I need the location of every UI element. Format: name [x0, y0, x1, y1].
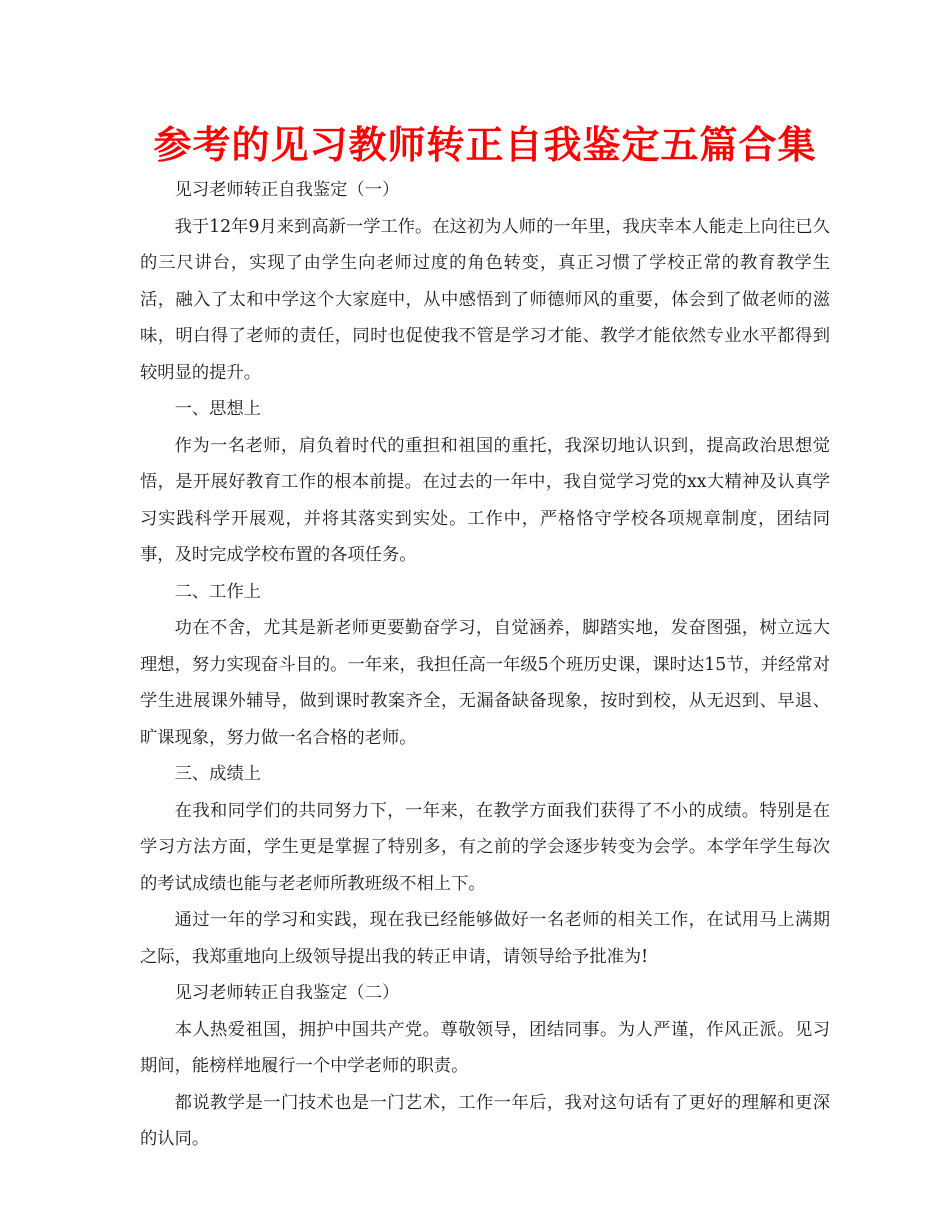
subsection-heading: 二、工作上: [174, 581, 262, 602]
body-paragraph: 作为一名老师，肩负着时代的重担和祖国的重托，我深切地认识到，提高政治思想觉悟，是开展好教育工作的根本前提。在过去的一年中，我自觉学习党的xx大精神及认真学习实践科学开展观，并将其落实到实处。工作中，严格恪守学校各项规章制度，团结同事，及时完成学校布置的各项任务。: [140, 435, 830, 565]
body-paragraph: 在我和同学们的共同努力下，一年来，在教学方面我们获得了不小的成绩。特别是在学习方法方面，学生更是掌握了特别多，有之前的学会逐步转变为会学。本学年学生每次的考试成绩也能与老老师所教班级不相上下。: [140, 800, 830, 894]
subsection-heading: 一、思想上: [174, 399, 262, 419]
body-paragraph: 我于12年9月来到高新一学工作。在这初为人师的一年里，我庆幸本人能走上向往已久的三尺讲台，实现了由学生向老师过度的角色转变，真正习惯了学校正常的教育教学生活，融入了太和中学这个大家庭中，从中感悟到了师德师风的重要，体会到了做老师的滋味，明白得了老师的责任，同时也促使我不管是学习才能、教学才能依然专业水平都得到较明显的提升。: [140, 216, 830, 383]
section-heading: 见习老师转正自我鉴定（一）: [174, 180, 400, 200]
body-paragraph: 功在不舍，尤其是新老师更要勤奋学习，自觉涵养，脚踏实地，发奋图强，树立远大理想，努力实现奋斗目的。一年来，我担任高一年级5个班历史课，课时达15节，并经常对学生进展课外辅导，做到课时教案齐全，无漏备缺备现象，按时到校，从无迟到、早退、旷课现象，努力做一名合格的老师。: [140, 618, 830, 748]
section-heading: 见习老师转正自我鉴定（二）: [174, 983, 400, 1003]
subsection-heading: 三、成绩上: [174, 764, 262, 784]
body-paragraph: 本人热爱祖国，拥护中国共产党。尊敬领导，团结同事。为人严谨，作风正派。见习期间，能榜样地履行一个中学老师的职责。: [140, 1019, 830, 1076]
body-paragraph: 都说教学是一门技术也是一门艺术，工作一年后，我对这句话有了更好的理解和更深的认同。: [140, 1092, 830, 1149]
document-body: [140, 172, 830, 1158]
document-title: 参考的见习教师转正自我鉴定五篇合集: [153, 123, 817, 167]
document-page: [140, 118, 830, 1158]
body-paragraph: 通过一年的学习和实践，现在我已经能够做好一名老师的相关工作，在试用马上满期之际，我郑重地向上级领导提出我的转正申请，请领导给予批准为!: [140, 910, 830, 967]
